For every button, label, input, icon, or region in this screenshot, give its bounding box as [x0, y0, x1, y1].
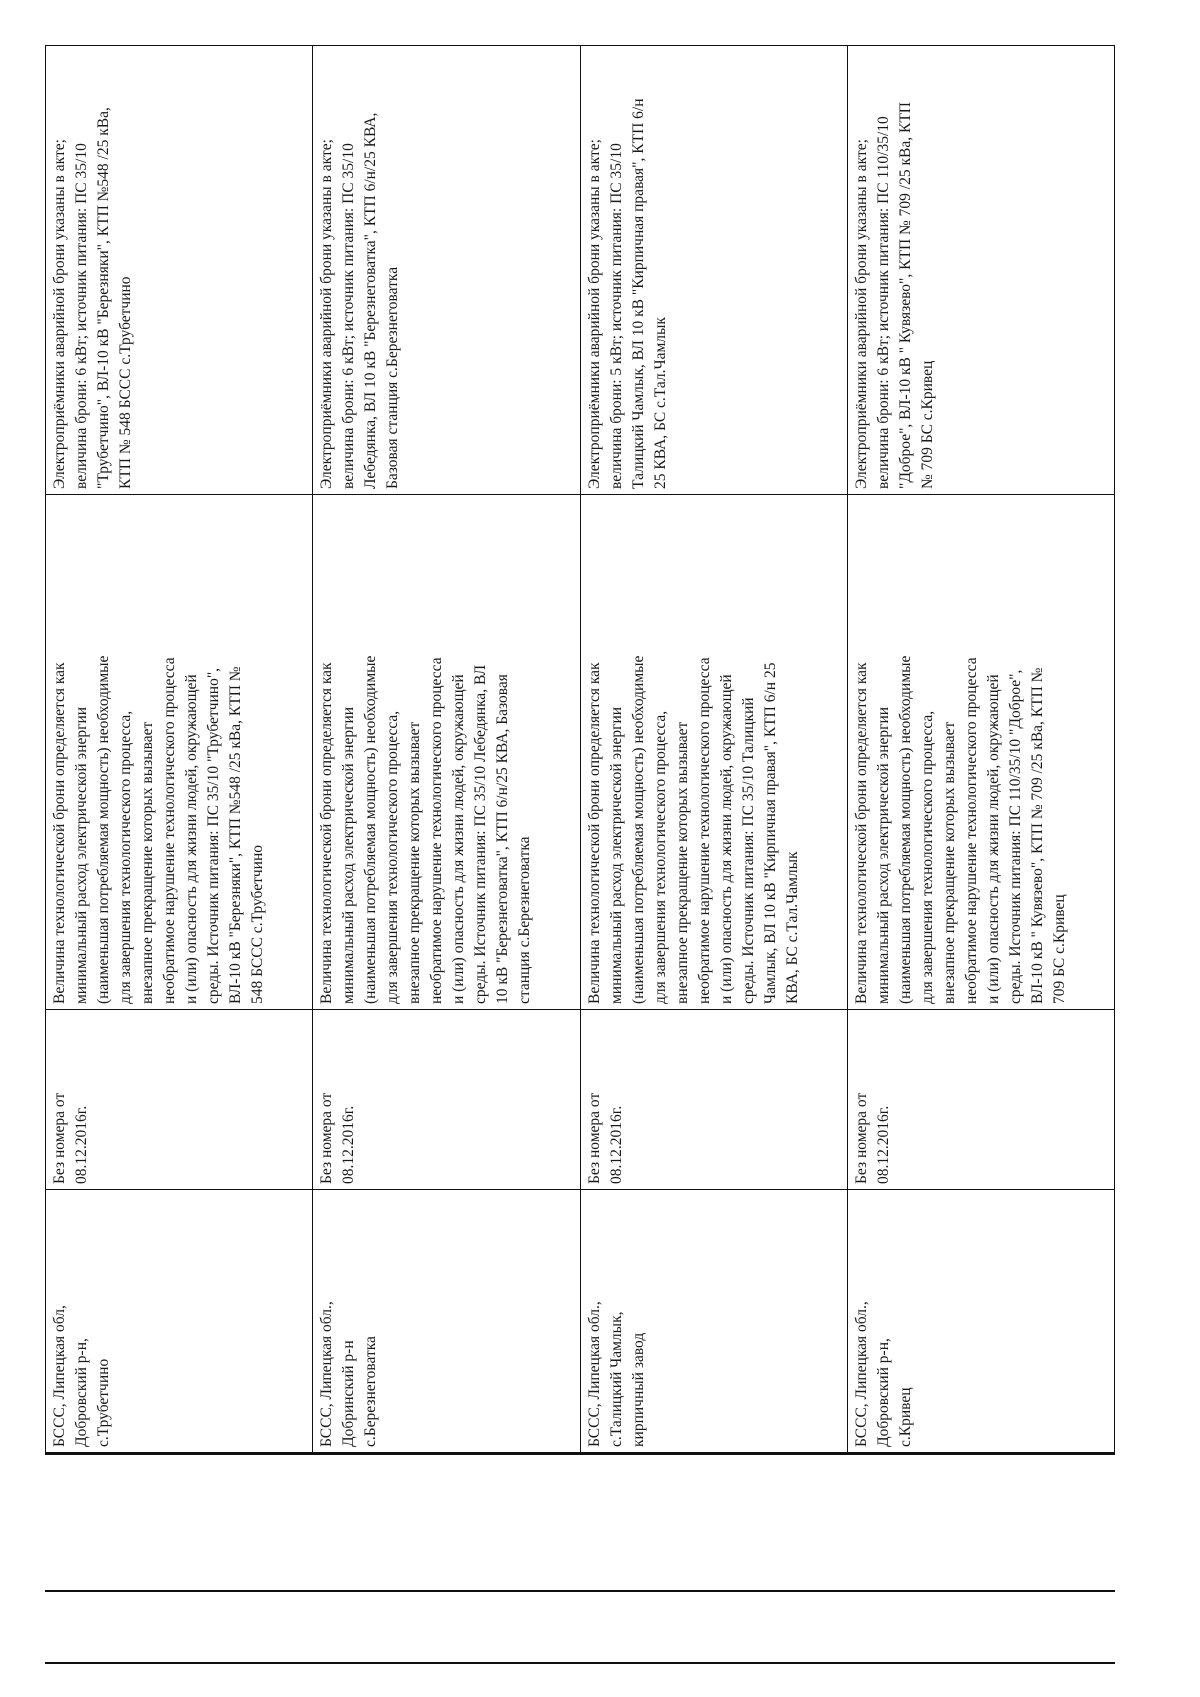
- emergency-reserve-cell: Электроприёмники аварийной брони указаны в акте; величина брони: 6 кВт; источник питания: ПС 110/35/10 "Доброе", ВЛ-10 кВ " Кувязево", КТП № 709 /25 кВа, КТП № 709 БС с.Кривец: [848, 46, 1114, 495]
- table-row: [580, 46, 847, 1452]
- act-cell: Без номера от 08.12.2016г.: [581, 1010, 847, 1190]
- table-row: [46, 46, 312, 1452]
- location-cell: БССС, Липецкая обл, Добровский р-н, с.Трубетчино: [51, 1305, 112, 1447]
- location-cell: БССС, Липецкая обл., Добринский р-н с.Березнеговатка: [318, 1301, 380, 1447]
- page-rule: [45, 1590, 1115, 1592]
- page-rule: [45, 1453, 1115, 1455]
- reserve-table: [45, 45, 1115, 1453]
- act-cell: Без номера от 08.12.2016г.: [46, 1010, 312, 1190]
- table-row: [312, 46, 579, 1452]
- emergency-reserve-cell: Электроприёмники аварийной брони указаны в акте; величина брони: 5 кВт; источник питания: ПС 35/10 Талицкий Чамлык, ВЛ 10 кВ "Кирпичная правая", КТП 6/н 25 КВА, БС с.Тал.Чамлык: [581, 46, 847, 495]
- table-row: [847, 46, 1114, 1452]
- location-cell: БССС, Липецкая обл., Добровский р-н, с.Кривец: [852, 1301, 914, 1447]
- page-rule: [45, 1662, 1115, 1664]
- emergency-reserve-cell: Электроприёмники аварийной брони указаны в акте; величина брони: 6 кВт; источник питания: ПС 35/10 Лебедянка, ВЛ 10 кВ "Березнеговатка", КТП 6/н/25 КВА, Базовая станция с.Березнеговатка: [313, 46, 579, 495]
- technological-reserve-cell: Величина технологической брони определяется как минимальный расход электрической энергии (наименьшая потребляемая мощность) необходимые для завершения технологического процесса, внезапное прекращение которых вызывает необратимое нарушение технологического процесса и (или) опасность для жизни людей, окружающей среды. Источник питания: ПС 35/10 Лебедянка, ВЛ 10 кВ "Березнеговатка", КТП 6/н/25 КВА, Базовая станция с.Березнеговатка: [313, 495, 579, 1010]
- technological-reserve-cell: Величина технологической брони определяется как минимальный расход электрической энергии (наименьшая потребляемая мощность) необходимые для завершения технологического процесса, внезапное прекращение которых вызывает необратимое нарушение технологического процесса и (или) опасность для жизни людей, окружающей среды. Источник питания: ПС 35/10 "Трубетчино", ВЛ-10 кВ "Березняки", КТП №548 /25 кВа, КТП № 548 БССС с.Трубетчино: [46, 495, 312, 1010]
- technological-reserve-cell: Величина технологической брони определяется как минимальный расход электрической энергии (наименьшая потребляемая мощность) необходимые для завершения технологического процесса, внезапное прекращение которых вызывает необратимое нарушение технологического процесса и (или) опасность для жизни людей, окружающей среды. Источник питания: ПС 35/10 Талицкий Чамлык, ВЛ 10 кВ "Кирпичная правая", КТП 6/н 25 КВА, БС с.Тал.Чамлык: [581, 495, 847, 1010]
- location-cell: БССС, Липецкая обл., с.Талицкий Чамлык, кирпичный завод: [585, 1301, 647, 1447]
- act-cell: Без номера от 08.12.2016г.: [313, 1010, 579, 1190]
- technological-reserve-cell: Величина технологической брони определяется как минимальный расход электрической энергии (наименьшая потребляемая мощность) необходимые для завершения технологического процесса, внезапное прекращение которых вызывает необратимое нарушение технологического процесса и (или) опасность для жизни людей, окружающей среды. Источник питания: ПС 110/35/10 "Доброе", ВЛ-10 кВ " Кувязево", КТП № 709 /25 кВа, КТП № 709 БС с.Кривец: [848, 495, 1114, 1010]
- act-cell: Без номера от 08.12.2016г.: [848, 1010, 1114, 1190]
- emergency-reserve-cell: Электроприёмники аварийной брони указаны в акте; величина брони: 6 кВт; источник питания: ПС 35/10 "Трубетчино", ВЛ-10 кВ "Березняки", КТП №548 /25 кВа, КТП № 548 БССС с.Трубетчино: [46, 46, 312, 495]
